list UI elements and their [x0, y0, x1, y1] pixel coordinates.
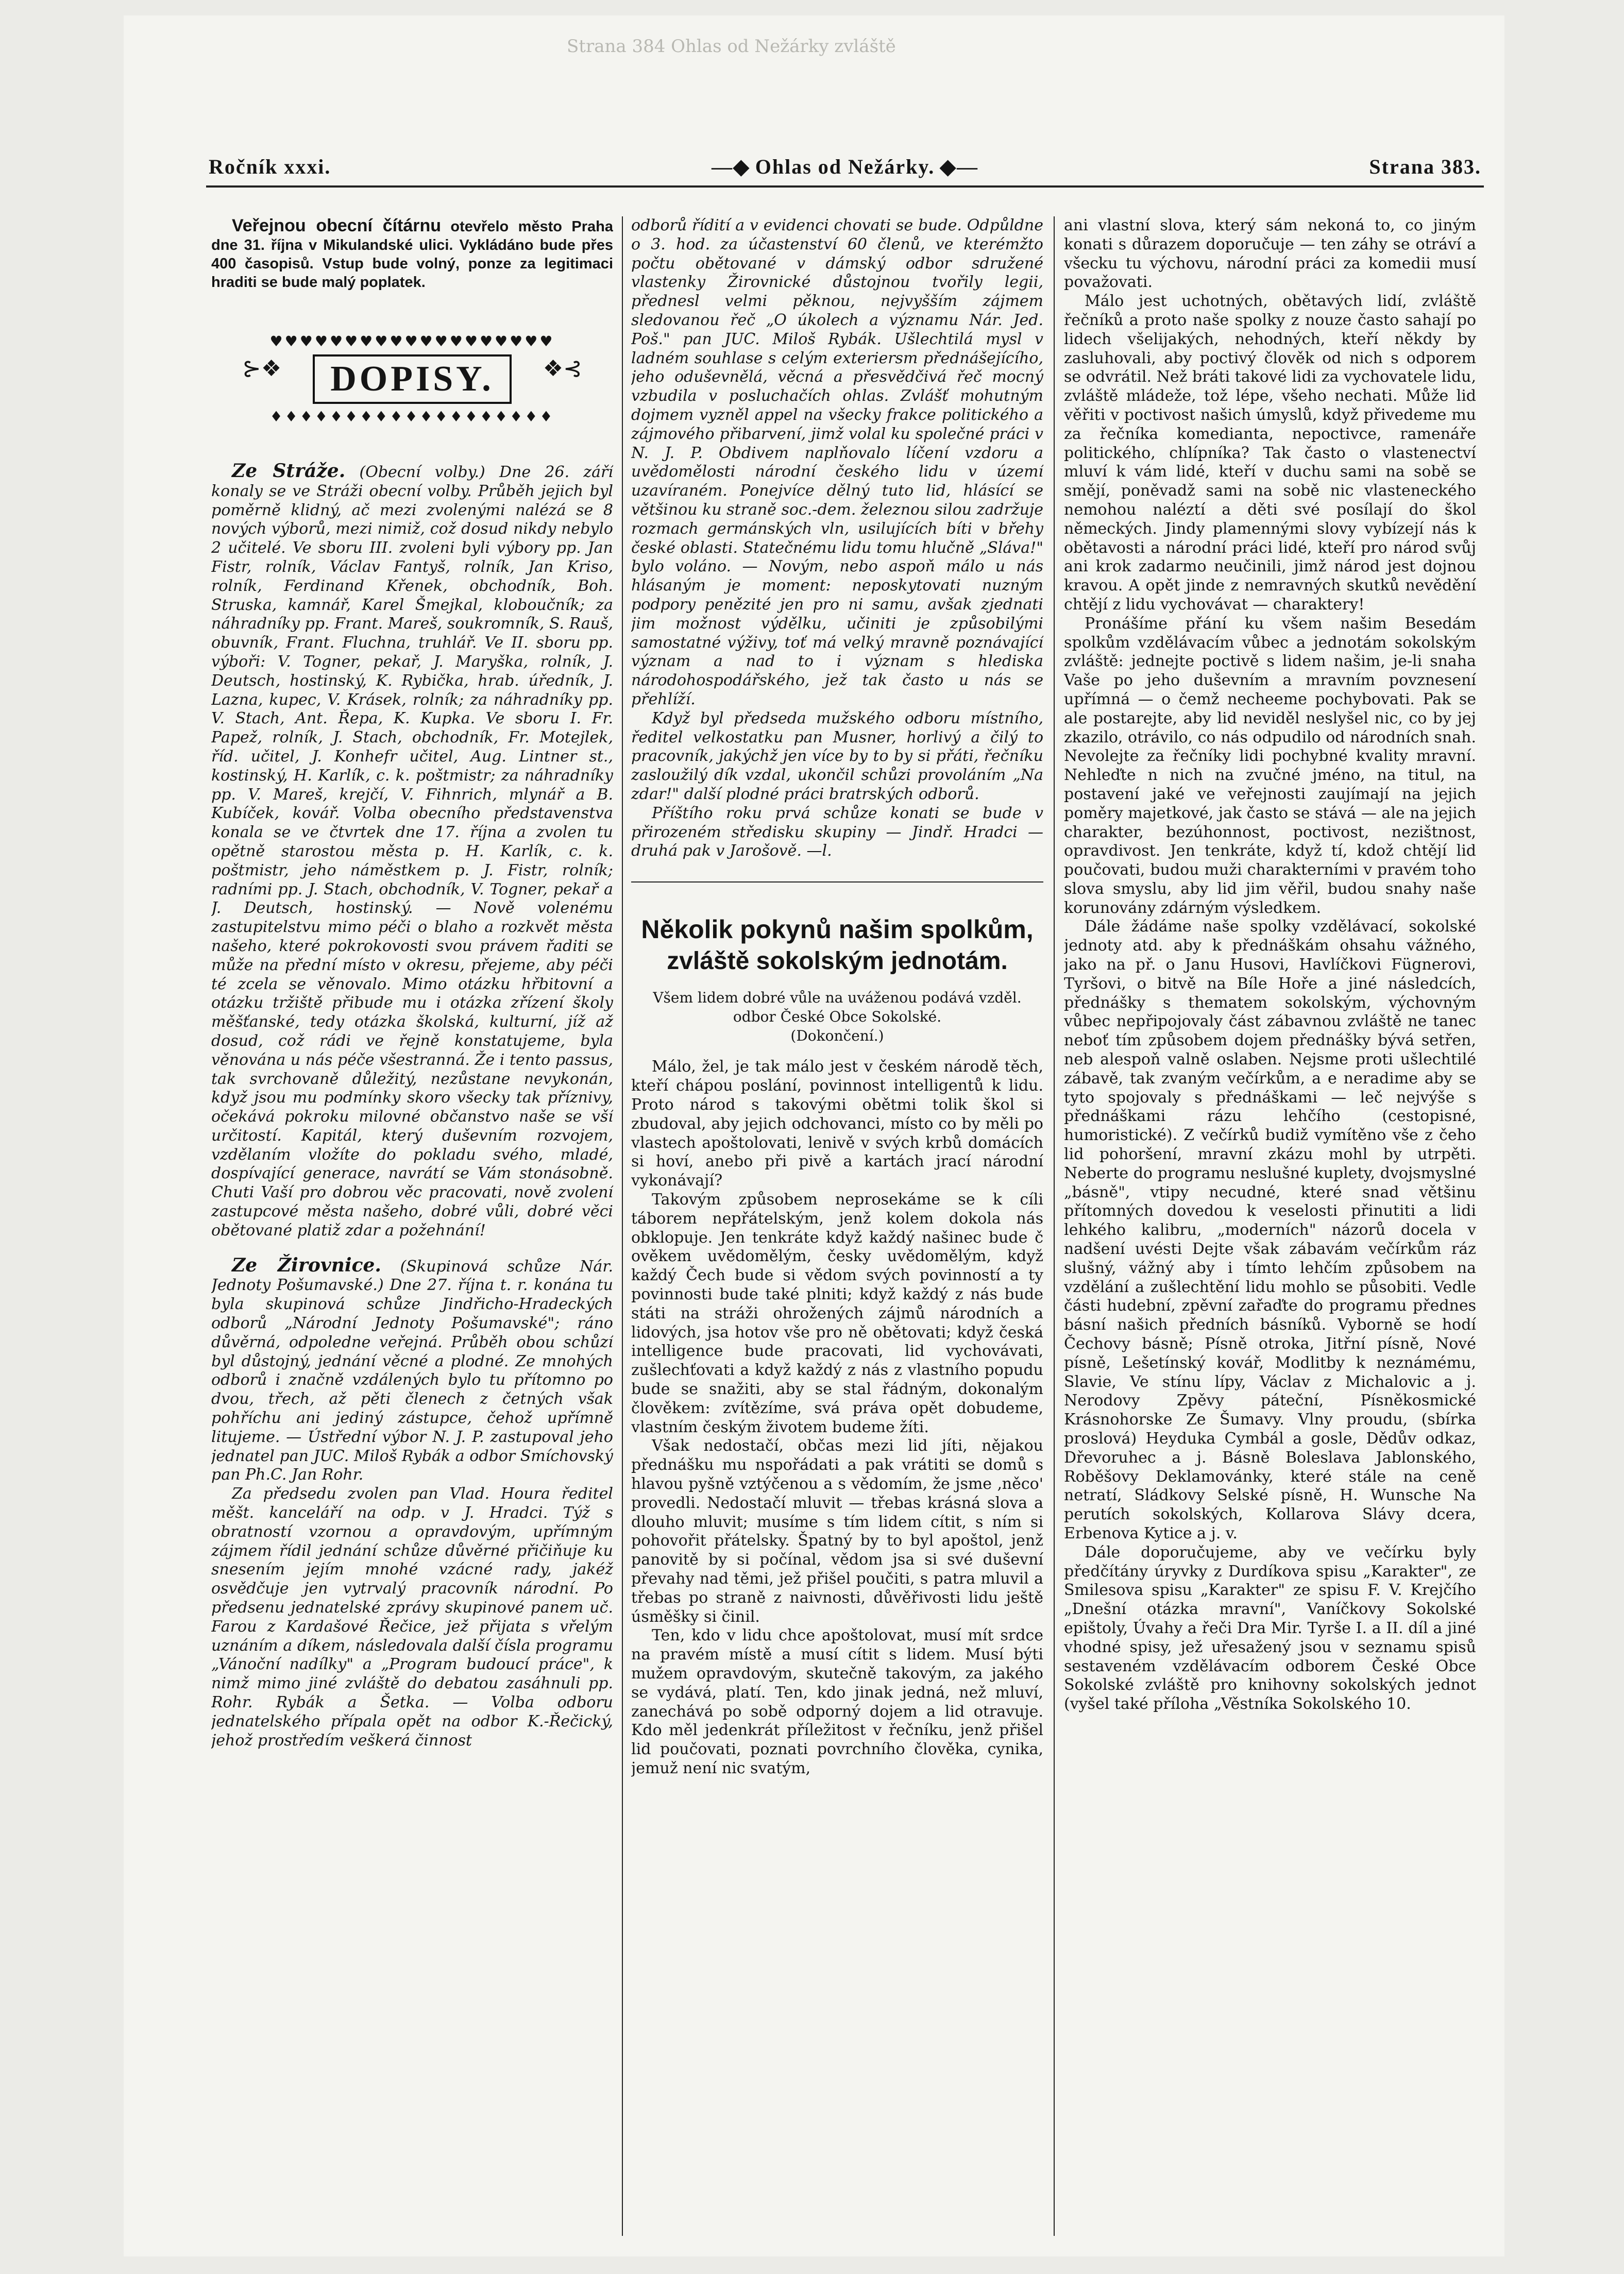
arrow-ornament-right-icon: ❖⊰ [543, 355, 582, 382]
page-header [209, 155, 1481, 180]
zirovnice-closing: Když byl předseda mužského odboru místního, ředitel velkostatku pan Musner, horlivý a čilý to pracovník, jakýchž jen více by to by si přáti, řečníku zasloužilý dík vzdal, ukončil schůzi provoláním „Na zdar!" další plodné práci bratrských odborů. [631, 709, 1043, 803]
zirovnice-continued: odborů řídití a v evidenci chovati se bude. Odpůldne o 3. hod. za účastenství 60 členů, ve kterémžto počtu obětované v dámský odbor sdružené vlastenky Žirovnické důstojnou tvořily legii, přednesl velmi pěknou, nejvyšším zájmem sledovanou řeč „O úkolech a významu Nár. Jed. Poš." pan JUC. Miloš Rybák. Ušlechtilá mysl v ladném souhlase s celým exteriersm přednášejícího, jeho oduševnělá, věcná a přesvědčivá řeč mocný vzbudila v posluchačích ohlas. Zvlášť mohutným dojmem vyzněl appel na všecky frakce politického a zájmového přibarvení, jimž volal ku společné práci v N. J. P. Obdivem naplňovalo líčení vzdoru a uvědomělosti národní českého lidu v území uzavíraném. Ponejvíce dělný tuto lid, hlásící se většinou ku straně soc.-dem. železnou silou zadržuje rozmach germánských vln, usilujících bíti v břehy české oblasti. Statečnému lidu tomu hlučně „Sláva!" bylo voláno. — Novým, nebo aspoň málo u nás hlásaným je moment: neposkytovati nuzným podpory penězité jen pro ni samu, avšak zjednati jim možnost výdělku, učiniti je způsobilými samostatné výživy, toť má velký mravně poznávající význam a nad to i význam s hlediska národohospodářského, jež tak často u nás se přehlíží. [631, 216, 1043, 708]
zirovnice-next-year: Příštího roku prvá schůze konati se bude v přirozeném středisku skupiny — Jindř. Hradci — druhá pak v Jarošově. —l. [631, 804, 1043, 860]
article-paragraph: Takovým způsobem neprosekáme se k cíli táborem nepřátelským, jenž kolem dokola nás obklopuje. Jen tenkráte když každý našinec bude č ověkem uvědomělým, česky uvědomělým, když každý Čech bude si vědom svých povinností a ty povinnosti bude také plniti; když každý z nás bude státi na stráži ohrožených zájmů národních a lidových, jsa hotov vše pro ně obětovati; když česká intelligence bude pracovati, lid vychovávati, zušlechťovati a když každý z nás z vlastního popudu bude se snažiti, aby se stal řádným, dokonalým člověkem: zvítězíme, svá práva opět dobudeme, vlastním českým životem budeme žíti. [631, 1191, 1043, 1436]
straz-report: Ze Stráže. (Obecní volby.) Dne 26. září konaly se ve Stráži obecní volby. Průběh jejich byl poměrně klidný, ač mezi zvolenými nalézá se 8 nových výborů, mezi nimiž, což dosud nikdy nebylo 2 učitelé. Ve sboru III. zvoleni byli výbory pp. Jan Fistr, rolník, Václav Fantyš, rolník, Jan Kriso, rolník, Ferdinand Křenek, obchodník, Boh. Struska, kamnář, Karel Šmejkal, kloboučník; za náhradníky pp. Frant. Mareš, soukromník, S. Rauš, obuvník, Frant. Fluchna, truhlář. Ve II. sboru pp. výboři: V. Togner, pekař, J. Maryška, rolník, J. Deutsch, hostinský, K. Rybička, hrab. úředník, J. Lazna, kupec, V. Krásek, rolník; za náhradníky pp. V. Stach, Ant. Řepa, K. Kupka. Ve sboru I. Fr. Papež, rolník, J. Stach, obchodník, Fr. Motejlek, říd. učitel, J. Konhefr učitel, Aug. Lintner st., kostinský, H. Karlík, c. k. poštmistr; za náhradníky pp. V. Mareš, krejčí, V. Fihnrich, mlynář a B. Kubíček, kovář. Volba obecního představenstva konala se ve čtvrtek dne 17. října a zvolen tu opětně starostou města p. H. Karlík, c. k. poštmistr, jeho náměstkem p. J. Fistr, rolník; radními pp. J. Stach, obchodník, V. Togner, pekař a J. Deutsch, hostinský. — Nově volenému zastupitelstvu mimo péči o blaho a rozkvět města našeho, které pokrokovosti svou právem řaditi se může na přední místo v okresu, přejeme, aby péči té zcela se věnovalo. Mimo otázku hřbitovní a otázku tržiště přibude mu i otázka zřízení školy měšťanské, tedy otázka školská, kulturní, jíž až dosud, což rádi ve řejně konstatujeme, byla věnována u nás péče všestranná. Že i tento passus, tak svrchovaně důležitý, nezůstane nevykonán, když jsou mu podmínky skoro všecky tak příznivy, očekává pokroku milovné občanstvo naše se vší určitostí. Kapitál, který duševním rozvojem, vzdělaním vložíte do pokladu svého, mladé, dospívající generace, navrátí se Vám stonásobně. Chuti Vaší pro dobrou věc pracovati, nově zvolení zastupcové města našeho, dobré vůli, dobré věci obětované platiž zdar a požehnání! [211, 460, 613, 1240]
hearts-ornament-bottom: ♦♦♦♦♦♦♦♦♦♦♦♦♦♦♦♦♦♦♦ [269, 408, 555, 425]
article-paragraph: Dále žádáme naše spolky vzdělávací, sokolské jednoty atd. aby k přednáškám ohsahu vážného, jako na př. o Janu Husovi, Havlíčkovi Fügnerovi, Tyršovi, o bitvě na Bíle Hoře a jiné následcích, přednášky s thematem sokolským, výchovným vůbec nepřipojovaly část zábavnou zvláště ne tanec neboť tím způsobem dojem přednášky bývá setřen, neb alespoň valně oslaben. Nejsme proti ušlechtilé zábavě, tak zvaným večírkům, a e neradime aby se tyto spojovaly s přednáškami — leč nejvýše s přednáškami rázu lehčího (cestopisné, humoristické). Z večírků budiž vymítěno vše z čeho lid pohoršení, mravní zkázu mohl by utrpěti. Neberte do programu neslušné kuplety, dvojsmyslné „básně", vtipy necudné, které snad většinu přítomných dovedou k veselosti přinutiti a lidi lehkého kalibru, „moderních" názorů docela v nadšení uvésti Dejte však zábavám večírkům ráz slušný, vážný aby i tímto lehčím způsobem na vzdělání a zušlechtění lidu mohlo se působiti. Vedle části hudební, zpěvní zařaďte do programu přednes básní našich předních básníků. Vyborně se hodí Čechovy básně; Písně otroka, Jitřní písně, Nové písně, Lešetínský kovář, Modlitby k neznámému, Slavie, Ve stínu lípy, Václav z Michalovic a j. Nerodovy Zpěvy páteční, Písněkosmické Krásnohorske Ze Šumavy. Vlny proudu, (sbírka proslová) Heyduka Cymbál a gosle, Dědův odkaz, Dřevoruhec a j. Básně Boleslava Jablonského, Roběšovy Deklamovánky, které stále na ceně netratí, Sládkovy Selské písně, H. Wunsche Na perutích sokolských, Kollarova Slávy dcera, Erbenova Kytice a j. v. [1064, 918, 1476, 1542]
dopisy-heading [242, 333, 582, 426]
zirovnice-place: Ze Žirovnice. [232, 1254, 381, 1276]
bleed-through-text: Strana 384 Ohlas od Nežárky zvláště [567, 36, 896, 57]
volume-label: Ročník xxxi. [209, 155, 331, 178]
hearts-ornament-top: ♥♥♥♥♥♥♥♥♥♥♥♥♥♥♥♥♥♥♥ [269, 333, 555, 350]
page-number: Strana 383. [1369, 155, 1481, 178]
article-subtitle: Všem lidem dobré vůle na uváženou podává vzděl. odbor České Obce Sokolské. [653, 989, 1022, 1025]
dopisy-title: DOPISY. [313, 354, 512, 404]
arrow-ornament-left-icon: ⊱❖ [242, 355, 282, 382]
column-2 [631, 216, 1043, 2241]
ornament-left-icon: —◆ [711, 155, 750, 178]
article-continuation-note: (Dokončení.) [790, 1027, 884, 1044]
column-divider-2 [1054, 216, 1055, 2236]
article-title: Několik pokynů našim spolkům, zvláště sokolským jednotám. [641, 915, 1034, 975]
column-divider-1 [622, 216, 623, 2236]
article-paragraph: Ten, kdo v lidu chce apoštolovat, musí mít srdce na pravém místě a musí cítit s lidem. Musí býti mužem opravdovým, skutečně takovým, za jakého se vydává, platí. Ten, kdo jinak jedná, než mluví, zanechává po sobě odporný dojem a lid otravuje. Kdo měl jedenkrát příležitost v řečníku, jenž přišel lid poučovati, poznati povrchního člověka, cynika, jemuž není nic svatým, [631, 1626, 1043, 1777]
signature: —l. [806, 842, 832, 860]
ornament-right-icon: ◆— [940, 155, 978, 178]
straz-place: Ze Stráže. [232, 460, 346, 482]
article-paragraph: Málo jest uchotných, obětavých lidí, zvláště řečníků a proto naše spolky z nouze často sahají po lidech všelijakých, nehodných, kteří někdy by zasluhovali, aby poctivý člověk od nich s odporem se odvrátil. Než bráti takové lidi za vychovatele lidu, zvláště mládeže, tož lépe, všeho nechati. Může lid věřiti v poctivost našich úmyslů, když přivedeme mu za řečníka komedianta, nepoctivce, ramenáře politického, chlípníka? Tak často o vlastenectví mluví k vám lidé, kteří v duchu sami na sobě se smějí, poněvadž sami na sobě nic vlasteneckého nemohou naléztí a děti své posílají do škol německých. Jindy plamennými slovy vybízejí nás k obětavosti a národní práci lidé, kteří pro národ svůj ani krok zadarmo neučinili, jimž národ jest dojnou kravou. A opět jinde z nemravných skutků nevědění chtějí z lidu vychovávat — charaktery! [1064, 292, 1476, 614]
article-paragraph: Však nedostačí, občas mezi lid jíti, nějakou přednášku mu nspořádati a pak vrátiti se domů s hlavou pyšně vztýčenou a s vědomím, že jsme ‚něco' provedli. Nedostačí mluvit — třebas krásná slova a dlouho mluvit; musíme s tím lidem cítit, s ním si pohovořit přátelsky. Špatný by to byl apoštol, jenž panovitě by si počínal, vědom jsa si své duševní převahy nad těmi, jež přišel poučiti, s patra mluvil a třebas po straně z naivnosti, důvěřivosti lidu ještě úsměšky si činil. [631, 1437, 1043, 1626]
article-divider [631, 881, 1043, 883]
article-paragraph: ani vlastní slova, který sám nekoná to, co jiným konati s důrazem doporučuje — ten záhy se otráví a všecku tu výchovu, národní práci za komedii musí považovati. [1064, 216, 1476, 292]
reading-room-notice: Veřejnou obecní čítárnu otevřelo město Praha dne 31. října v Mikulandské ulici. Vykládáno bude přes 400 časopisů. Vstup bude volný, ponze za legitimaci hraditi se bude malý poplatek. [211, 216, 613, 291]
column-1 [211, 216, 613, 2241]
header-rule [206, 185, 1484, 188]
zirovnice-report: Ze Žirovnice. (Skupinová schůze Nár. Jednoty Pošumavské.) Dne 27. října t. r. konána tu byla skupinová schůze Jindřicho-Hradeckých odborů „Národní Jednoty Pošumavské"; ráno důvěrná, odpoledne veřejná. Průběh obou schůzí byl důstojný, jednání věcné a plodné. Ze mnohých odborů i značně vzdálených bylo tu přítomno po dvou, třech, až pěti členech z četných však pohříchu ani jediný zástupce, čehož upřímně litujeme. — Ústřední výbor N. J. P. zastupoval jeho jednatel pan JUC. Miloš Rybák a odbor Smíchovský pan Ph.C. Jan Rohr. [211, 1254, 613, 1484]
newspaper-title: —◆ Ohlas od Nežárky. ◆— [711, 155, 978, 178]
article-paragraph: Málo, žel, je tak málo jest v českém národě těch, kteří chápou poslání, povinnost intelligentů k lidu. Proto národ s takovými obětmi tolik škol si zbudoval, aby jejich odchovanci, místo co by měli po vlastech apoštolovati, lenivě v svých krbů domácích si hoví, anebo při pivě a kartách jrací národní vykonávají? [631, 1058, 1043, 1190]
zirovnice-report-2: Za předsedu zvolen pan Vlad. Houra ředitel měšt. kanceláří na odp. v J. Hradci. Týž s obratností vzornou a opravdovým, upřímným zájmem řídil jednání schůze důvěrné přičiňuje ku snesením jejím mnohé vzácné rady, jakéž osvědčuje jen vytrvalý pracovník národní. Po předsenu jednatelské zprávy skupinové panem uč. Farou z Kardašové Řečice, jež přijata s vřelým uznáním a díkem, následovala další čísla programu „Vánoční nadílky" a „Program budoucí práce", k nimž mimo jiné zvláště do debatou zasáhnuli pp. Rohr. Rybák a Šetka. — Volba odboru jednatelského přípala opět na odbor K.-Řečický, jehož prostředím veškerá činnost [211, 1485, 613, 1750]
column-3 [1064, 216, 1476, 2241]
article-paragraph: Pronášíme přání ku všem našim Besedám spolkům vzdělávacím vůbec a jednotám sokolským zvláště: jednejte poctivě s lidem našim, je-li snaha Vaše po jeho duševním a mravním povznesení upřímná — o čemž necheeme pochybovati. Pak se ale postarejte, aby lid neviděl neslyšel nic, co by jej zkazilo, otrávilo, co nás odpudilo od národních snah. Nevolejte za řečníky lidi pochybné kvality mravní. Nehleďte n nich na zvučné jméno, na titul, na postavení jaké ve veřejnosti zaujímají na jejich poměry majetkové, jak často se stává — ale na jejich charakter, bezúhonnost, poctivost, nezištnost, opravdivost. Jen tenkráte, když tí, kdož chtějí lid poučovati, budou muži charakterními v pravém toho slova smyslu, aby lid jim věřil, budou snahy naše korunovány zdárným výsledkem. [1064, 614, 1476, 917]
article-paragraph: Dále doporučujeme, aby ve večírku byly předčítány úryvky z Durdíkova spisu „Karakter", ze Smilesova spisu „Karakter" ze spisu F. V. Krejčího „Dnešní otázka mravní", Vaníčkovy Sokolské epištoly, Úvahy a řeči Dra Mir. Tyrše I. a II. díl a jiné vhodné spisy, jež uřesažený jsou v seznamu spisů sestaveném vzdělávacím odborem České Obce Sokolské zvláště pro knihovny sokolských jednot (vyšel také příloha „Věstníka Sokolského 10. [1064, 1543, 1476, 1713]
